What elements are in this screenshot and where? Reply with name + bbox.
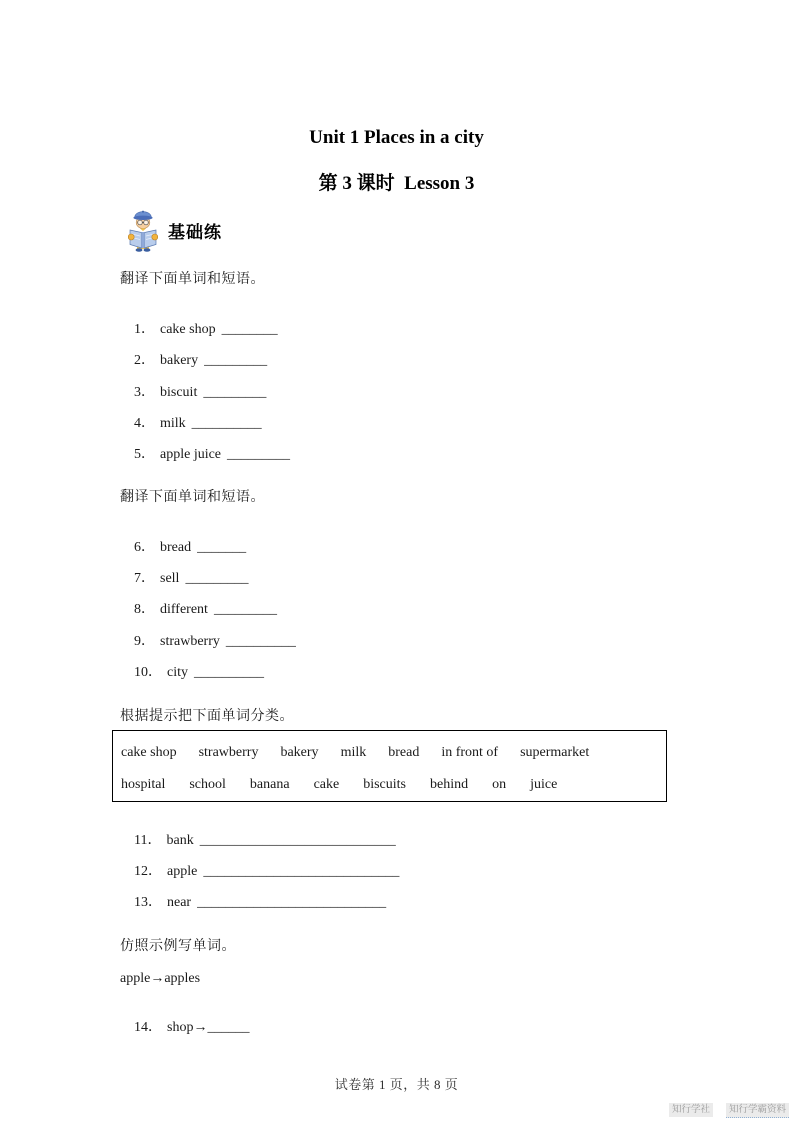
item-number: 9． xyxy=(134,634,155,649)
answer-blank: _______ xyxy=(197,540,247,555)
item-word: apple juice xyxy=(160,447,222,462)
exercise3-instruction: 根据提示把下面单词分类。 xyxy=(120,709,294,724)
item-word: biscuit xyxy=(160,385,198,400)
word-bank-word: milk xyxy=(340,745,367,760)
exercise-item-13 xyxy=(120,876,386,930)
practice-badge xyxy=(128,209,222,252)
word-bank-word: cake xyxy=(313,777,340,792)
exercise-item-14 xyxy=(120,1001,249,1055)
item-word: shop→ xyxy=(167,1020,208,1035)
item-number: 13． xyxy=(134,895,162,910)
exercise1-instruction: 翻译下面单词和短语。 xyxy=(120,272,265,287)
exercise4-instruction: 仿照示例写单词。 xyxy=(120,939,236,954)
item-word: different xyxy=(160,602,208,617)
answer-blank: ________ xyxy=(221,322,278,337)
word-bank-word: behind xyxy=(430,777,469,792)
answer-blank: ____________________________ xyxy=(199,833,396,848)
answer-blank: __________ xyxy=(225,634,296,649)
word-bank-word: banana xyxy=(249,777,290,792)
item-word: bank xyxy=(166,833,194,848)
word-bank-row-2 xyxy=(121,776,557,794)
item-number: 11． xyxy=(134,833,162,848)
item-number: 1． xyxy=(134,322,155,337)
word-bank-word: on xyxy=(492,777,507,792)
watermark-right: 知行学霸资料 xyxy=(726,1103,789,1118)
word-bank-box xyxy=(112,730,667,802)
word-bank-word: cake shop xyxy=(121,745,177,760)
item-number: 5． xyxy=(134,447,155,462)
student-reading-icon xyxy=(128,209,158,252)
item-word: near xyxy=(167,895,192,910)
watermark-left: 知行学社 xyxy=(669,1103,713,1117)
item-word: city xyxy=(167,665,188,680)
item-number: 6． xyxy=(134,540,155,555)
word-bank-word: supermarket xyxy=(520,745,590,760)
item-number: 12． xyxy=(134,864,162,879)
answer-blank: ____________________________ xyxy=(203,864,400,879)
answer-blank: ___________________________ xyxy=(197,895,387,910)
word-bank-word: hospital xyxy=(121,777,166,792)
page-title: Unit 1 Places in a city xyxy=(309,127,484,148)
example-text: apple→apples xyxy=(120,971,201,986)
word-bank-word: bread xyxy=(388,745,420,760)
item-word: apple xyxy=(167,864,198,879)
word-bank-word: school xyxy=(189,777,226,792)
answer-blank: _________ xyxy=(213,602,277,617)
item-word: sell xyxy=(160,571,180,586)
item-number: 14． xyxy=(134,1020,162,1035)
word-bank-word: bakery xyxy=(280,745,319,760)
word-bank-word: biscuits xyxy=(363,777,406,792)
word-bank-word: juice xyxy=(530,777,558,792)
item-word: cake shop xyxy=(160,322,216,337)
answer-blank: _________ xyxy=(204,353,268,368)
item-number: 3． xyxy=(134,385,155,400)
watermark xyxy=(669,1103,789,1118)
exercise2-instruction: 翻译下面单词和短语。 xyxy=(120,490,265,505)
answer-blank: __________ xyxy=(194,665,264,680)
item-word: bakery xyxy=(160,353,199,368)
word-bank-row-1 xyxy=(121,744,589,762)
item-number: 8． xyxy=(134,602,155,617)
item-number: 10． xyxy=(134,665,162,680)
exercise-item-10 xyxy=(120,646,264,700)
answer-blank: _________ xyxy=(185,571,249,586)
item-word: strawberry xyxy=(160,634,220,649)
item-number: 4． xyxy=(134,416,155,431)
exercise-item-5 xyxy=(120,428,290,482)
item-number: 2． xyxy=(134,353,155,368)
practice-badge-label: 基础练 xyxy=(168,223,222,242)
word-bank-word: in front of xyxy=(441,745,499,760)
lesson-subtitle: 第 3 课时 Lesson 3 xyxy=(318,173,475,194)
answer-blank: _________ xyxy=(227,447,291,462)
answer-blank: _________ xyxy=(203,385,267,400)
item-number: 7． xyxy=(134,571,155,586)
item-word: bread xyxy=(160,540,192,555)
page-footer: 试卷第 1 页，共 8 页 xyxy=(334,1077,459,1092)
item-word: milk xyxy=(160,416,186,431)
word-bank-word: strawberry xyxy=(198,745,259,760)
answer-blank: __________ xyxy=(191,416,262,431)
answer-blank: ______ xyxy=(207,1020,250,1035)
